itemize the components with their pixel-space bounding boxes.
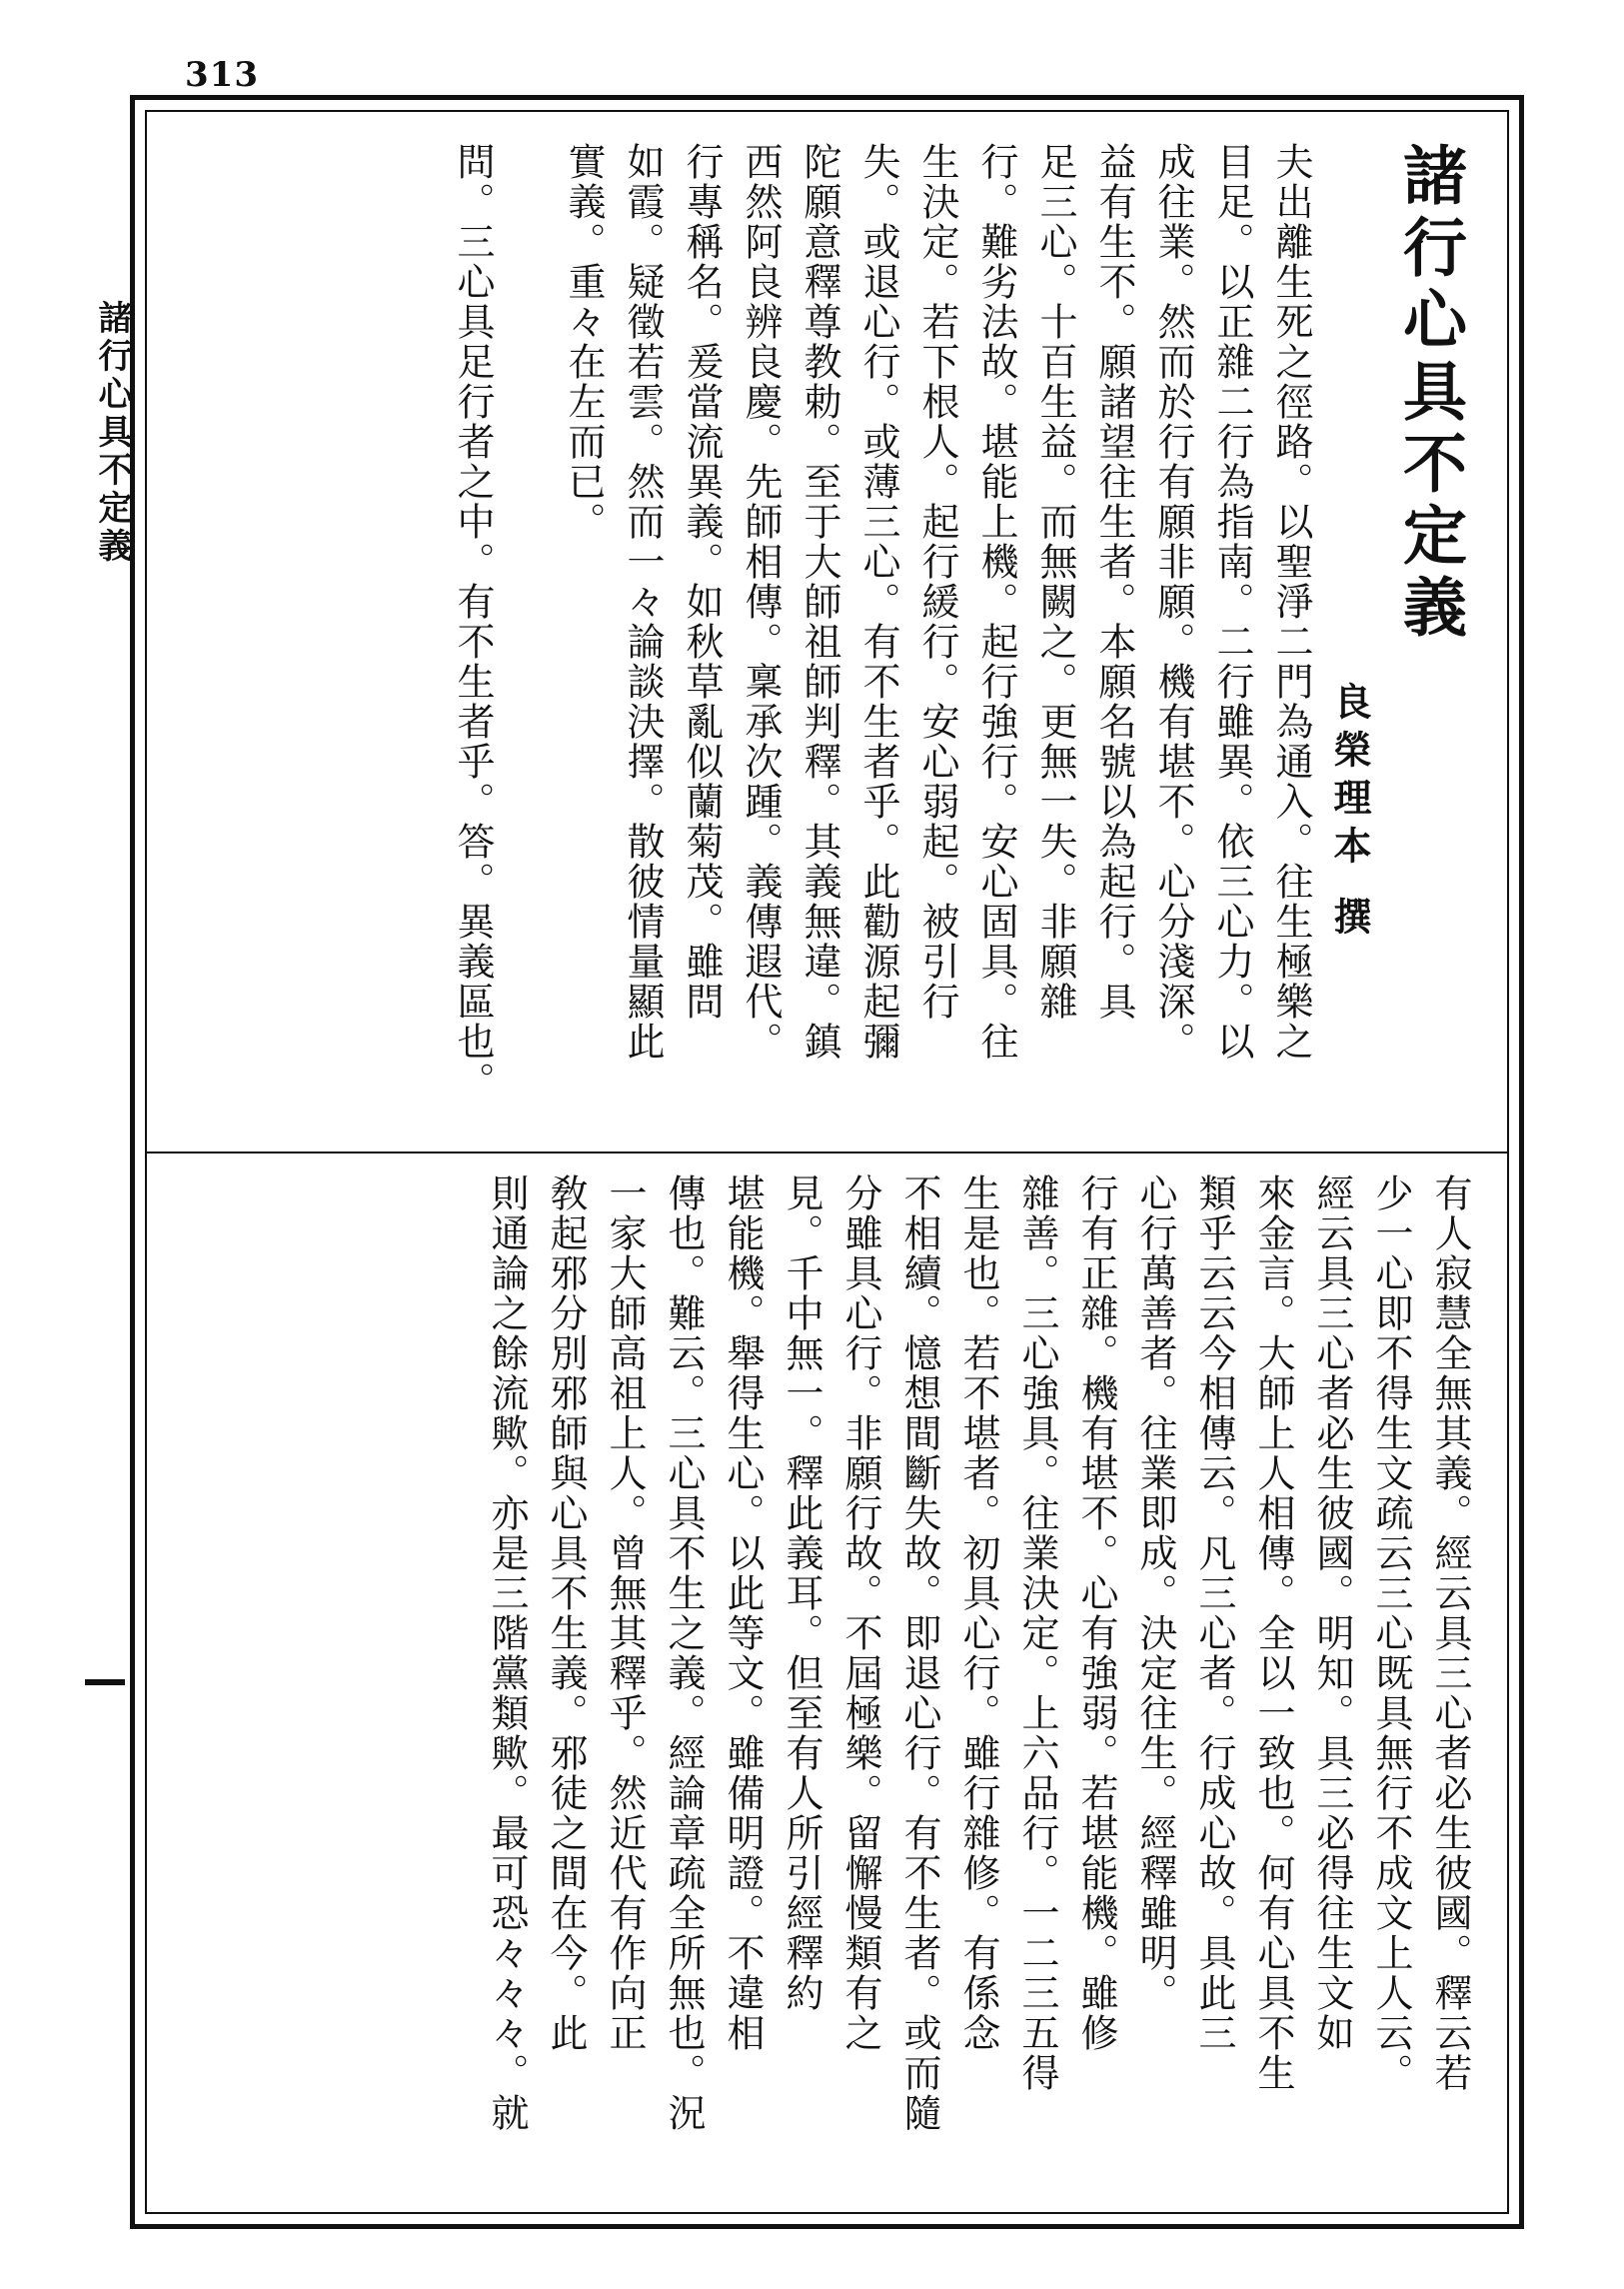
text-column: 敎起邪分別邪師與心具不生義。邪徒之間在今。此 xyxy=(544,1173,588,2053)
text-column: 失。或退心行。或薄三心。有不生者乎。此勸源起彌 xyxy=(856,142,900,1062)
text-column: 少一心即不得生文疏云三心既具無行不成文上人云。 xyxy=(1369,1173,1413,2093)
text-column: 傳也。難云。三心具不生之義。經論章疏全所無也。況 xyxy=(662,1173,706,2133)
text-column: 目足。以正雜二行為指南。二行雖異。依三心力。以 xyxy=(1210,142,1254,1062)
section-divider xyxy=(147,1151,1507,1153)
bottom-text-block xyxy=(175,1173,1479,2203)
text-column: 生是也。若不堪者。初具心行。雖行雜修。有係念 xyxy=(956,1173,1000,2053)
page-frame xyxy=(130,95,1524,2229)
text-column: 心行萬善者。往業即成。決定往生。經釋雖明。 xyxy=(1133,1173,1177,2013)
text-column: 益有生不。願諸望往生者。本願名號以為起行。具 xyxy=(1092,142,1136,1022)
text-column: 見。千中無一。釋此義耳。但至有人所引經釋約 xyxy=(780,1173,823,2013)
text-column: 來金言。大師上人相傳。全以一致也。何有心具不生 xyxy=(1251,1173,1295,2093)
text-column: 陀願意釋尊教勅。至于大師祖師判釋。其義無違。鎮 xyxy=(798,142,841,1062)
column-spacer xyxy=(502,142,554,1132)
document-title: 諸行心具不定義 xyxy=(1392,142,1467,646)
text-column: 行專稱名。爰當流異義。如秋草亂似蘭菊茂。雖問 xyxy=(680,142,724,1022)
text-column: 一家大師高祖上人。曾無其釋乎。然近代有作向正 xyxy=(603,1173,647,2053)
text-column: 行有正雜。機有堪不。心有強弱。若堪能機。雖修 xyxy=(1074,1173,1118,2053)
text-column: 夫出離生死之徑路。以聖淨二門為通入。往生極樂之 xyxy=(1269,142,1313,1062)
text-column: 類乎云云今相傳云。凡三心者。行成心故。具此三 xyxy=(1192,1173,1236,2053)
text-column: 有人寂慧全無其義。經云具三心者必生彼國。釋云若 xyxy=(1428,1173,1472,2093)
page-frame-inner xyxy=(145,110,1509,2214)
text-column: 如霞。疑徵若雲。然而一々論談決擇。散彼情量顯此 xyxy=(621,142,665,1062)
text-column: 分雖具心行。非願行故。不屆極樂。留懈慢類有之 xyxy=(838,1173,882,2053)
text-column: 經云具三心者必生彼國。明知。具三必得往生文如 xyxy=(1310,1173,1354,2053)
text-column: 實義。重々在左而已。 xyxy=(562,142,606,542)
text-column: 生決定。若下根人。起行緩行。安心弱起。被引行 xyxy=(915,142,959,1022)
text-column: 西然阿良辨良慶。先師相傳。稟承次踵。義傳遐代。 xyxy=(739,142,783,1062)
text-column: 成往業。然而於行有願非願。機有堪不。心分淺深。 xyxy=(1151,142,1195,1062)
text-column: 足三心。十百生益。而無闕之。更無一失。非願雜 xyxy=(1033,142,1077,1022)
text-column: 問。三心具足行者之中。有不生者乎。答。異義區也。 xyxy=(451,142,495,1102)
top-text-block xyxy=(175,142,1479,1132)
text-column: 則通論之餘流歟。亦是三階黨類歟。最可恐々々々。就 xyxy=(485,1173,529,2133)
text-column: 行。難劣法故。堪能上機。起行強行。安心固具。往 xyxy=(974,142,1018,1062)
author-line: 良榮理本 撰 xyxy=(1327,682,1372,946)
text-column: 雜善。三心強具。往業決定。上六品行。一二三五得 xyxy=(1015,1173,1059,2093)
text-column: 不相續。憶想間斷失故。即退心行。有不生者。或而隨 xyxy=(897,1173,941,2133)
text-column: 堪能機。舉得生心。以此等文。雖備明證。不違相 xyxy=(721,1173,765,2053)
margin-mark xyxy=(85,1679,125,1685)
page-number: 313 xyxy=(185,55,259,95)
side-running-title: 諸行心具不定義 xyxy=(92,300,132,566)
